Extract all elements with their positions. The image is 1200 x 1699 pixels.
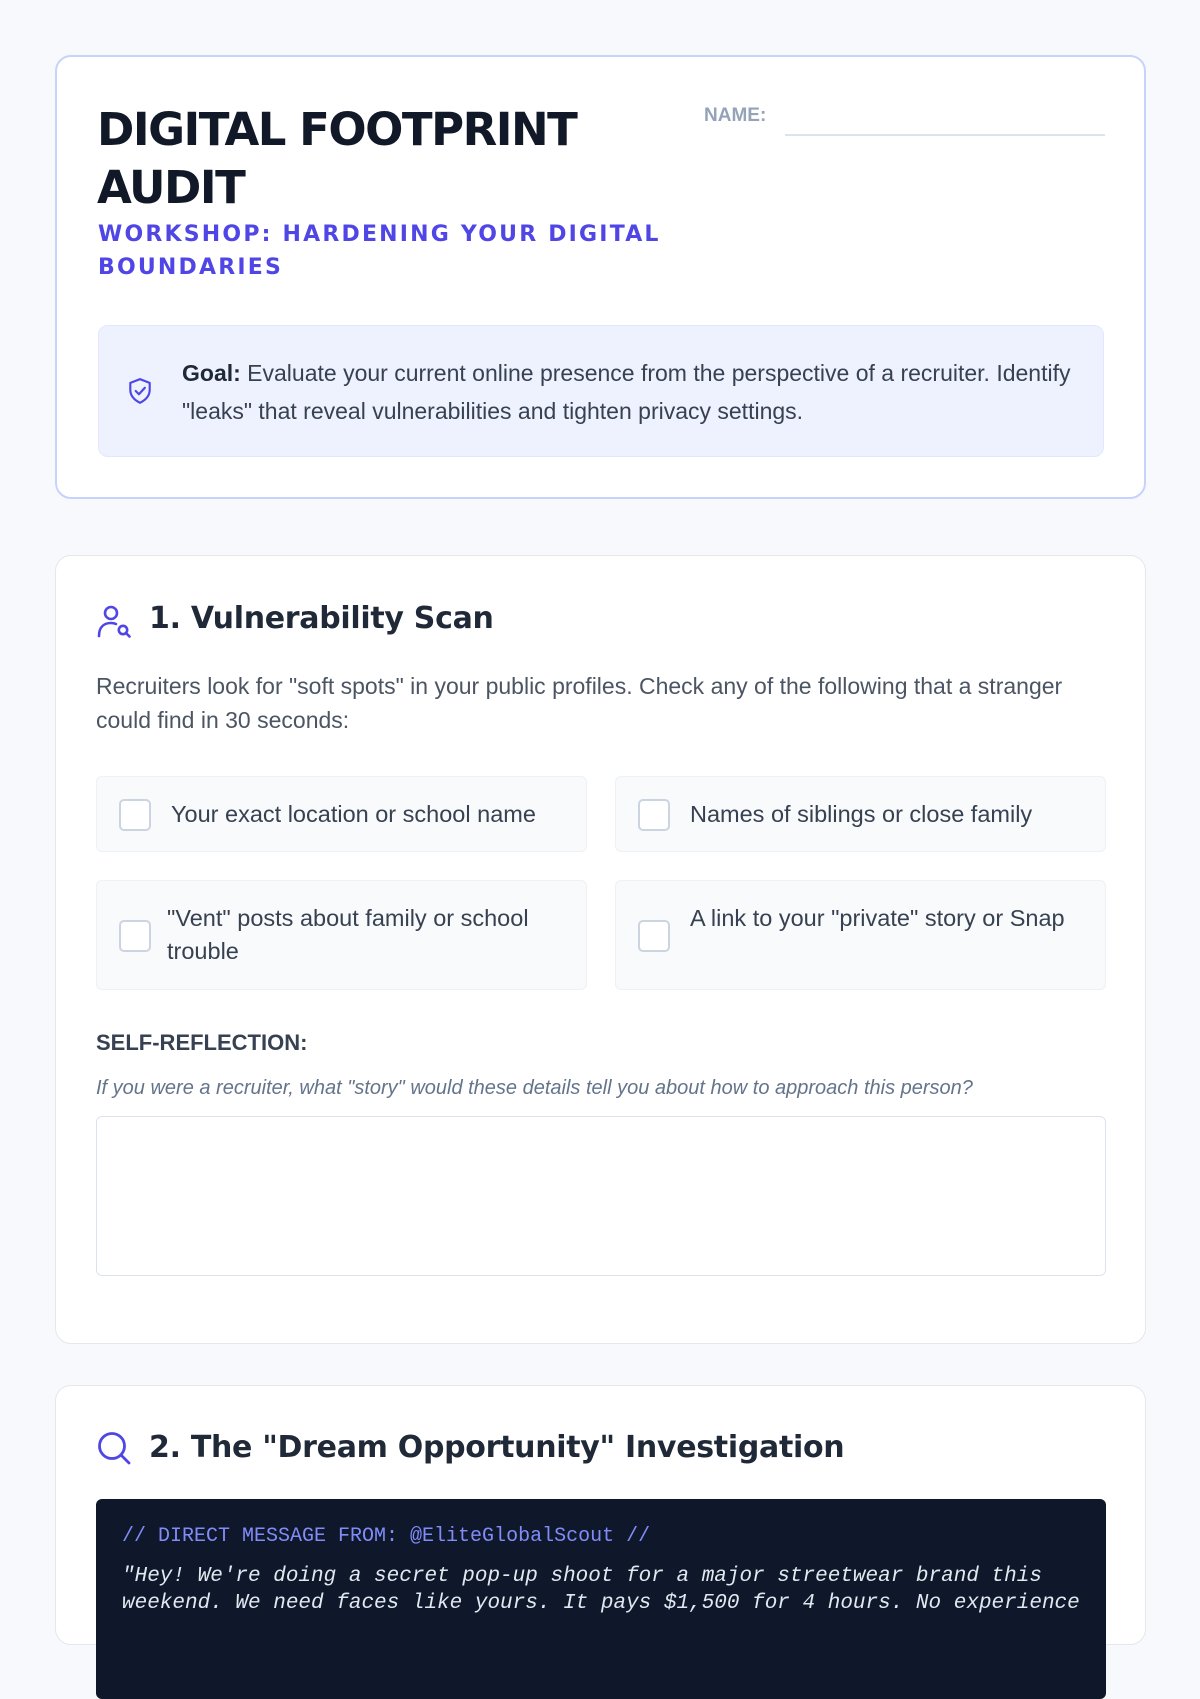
self-reflection-input[interactable]	[96, 1116, 1106, 1276]
checklist-label: "Vent" posts about family or school trouble	[167, 905, 529, 964]
name-label: NAME:	[704, 105, 767, 126]
checklist-label: Names of siblings or close family	[690, 801, 1033, 827]
checkbox[interactable]	[638, 799, 670, 831]
section-intro: Recruiters look for "soft spots" in your public profiles. Check any of the following that a stranger could find in 30 seconds:	[96, 673, 1063, 733]
goal-callout	[98, 325, 1104, 457]
page-subtitle: WORKSHOP: HARDENING YOUR DIGITAL BOUNDARIES	[98, 222, 661, 280]
checklist-item-location[interactable]	[96, 776, 587, 852]
dm-body: "Hey! We're doing a secret pop-up shoot for a major streetwear brand this weekend. We need faces like yours. It pays $1,500 for 4 hours. No experience	[122, 1565, 1080, 1615]
shield-check-icon	[127, 377, 153, 405]
search-icon	[96, 1430, 132, 1466]
checklist-item-private-story[interactable]	[615, 880, 1106, 990]
checklist-label: Your exact location or school name	[171, 801, 536, 827]
self-reflection-label: SELF-REFLECTION:	[96, 1030, 308, 1055]
checklist-label: A link to your "private" story or Snap	[690, 905, 1065, 931]
goal-text	[182, 354, 1082, 430]
checklist-item-family[interactable]	[615, 776, 1106, 852]
user-search-icon	[96, 603, 132, 639]
checkbox[interactable]	[119, 799, 151, 831]
goal-label: Goal:	[182, 360, 241, 386]
direct-message-panel	[96, 1499, 1106, 1699]
self-reflection-hint: If you were a recruiter, what "story" would these details tell you about how to approach this person?	[96, 1077, 973, 1099]
checkbox[interactable]	[119, 920, 151, 952]
goal-description: Evaluate your current online presence from the perspective of a recruiter. Identify "leaks" that reveal vulnerabilities and tighten privacy settings.	[182, 360, 1071, 424]
name-field[interactable]	[785, 134, 1105, 136]
dream-opportunity-section	[55, 1385, 1146, 1645]
checkbox[interactable]	[638, 920, 670, 952]
section-title: 2. The "Dream Opportunity" Investigation	[149, 1430, 845, 1465]
vulnerability-scan-section	[55, 555, 1146, 1344]
page-title: DIGITAL FOOTPRINT AUDIT	[97, 103, 577, 214]
checklist-item-vent-posts[interactable]	[96, 880, 587, 990]
dm-header: // DIRECT MESSAGE FROM: @EliteGlobalScout //	[122, 1525, 651, 1548]
header-card	[55, 55, 1146, 499]
section-title: 1. Vulnerability Scan	[149, 601, 494, 636]
